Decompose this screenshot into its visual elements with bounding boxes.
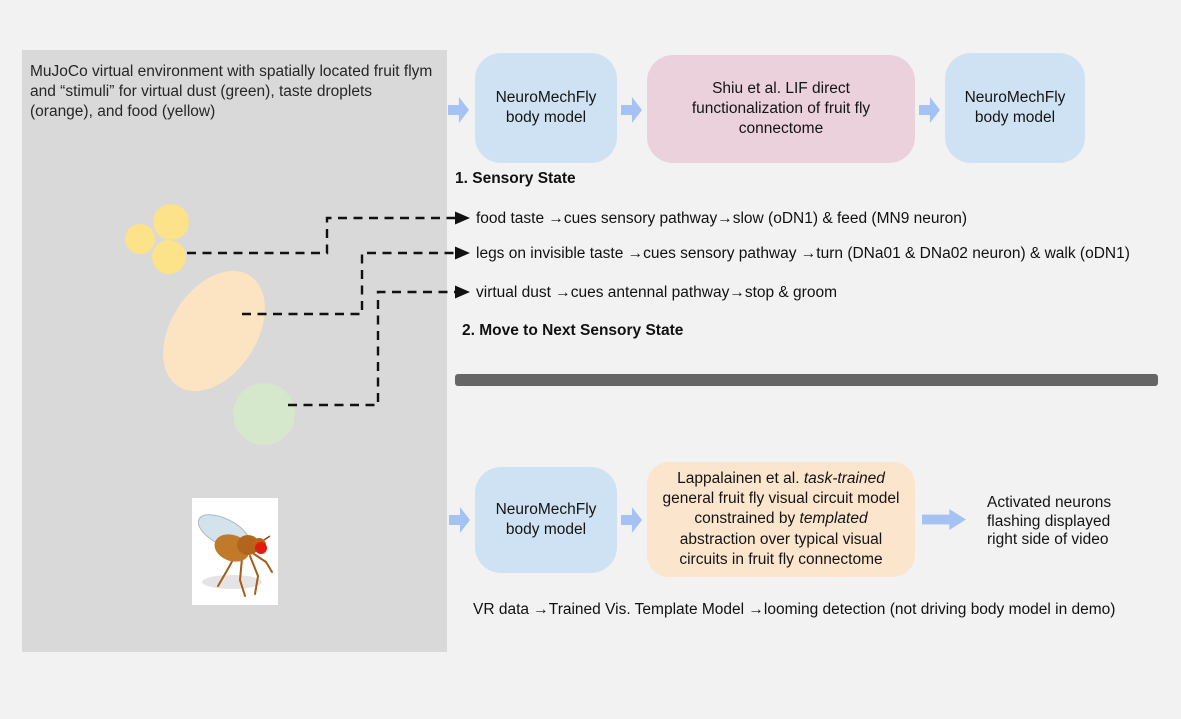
neuromechfly-box-bottom (475, 467, 617, 573)
neuromechfly-box-top-1 (475, 53, 617, 163)
flow-arrow-icon (922, 509, 966, 530)
visual-box-text: general fruit fly visual circuit model constrained by (662, 490, 900, 528)
flow-arrow-icon (621, 507, 642, 533)
bullet-legs-taste: legs on invisible taste →cues sensory pathway →turn (DNa01 & DNa02 neuron) & walk (oDN1) (476, 245, 1130, 262)
visual-box-italic: templated (799, 510, 868, 528)
neuromechfly-box-label: NeuroMechFly body model (495, 88, 597, 126)
fruit-fly-illustration-icon (192, 498, 278, 605)
visual-box-text: abstraction over typical visual circuits in fruit fly connectome (679, 530, 883, 568)
flow-arrow-icon (448, 97, 469, 123)
environment-description: MuJoCo virtual environment with spatially located fruit flym and “stimuli” for virtual dust (green), taste droplets (orange), and food (yellow) (30, 63, 433, 120)
activated-neurons-line: Activated neurons (987, 494, 1112, 511)
shiu-connectome-label: Shiu et al. LIF direct functionalization of fruit fly connectome (691, 79, 871, 138)
activated-neurons-line: flashing displayed (987, 512, 1111, 530)
visual-box-italic: task-trained (803, 470, 885, 488)
arrowhead-virtual-dust-icon (455, 286, 470, 299)
lappalainen-visual-circuit-label (659, 469, 903, 570)
bullet-virtual-dust: virtual dust →cues antennal pathway→stop & groom (476, 284, 837, 301)
section-divider-bar (455, 374, 1158, 386)
flow-arrow-icon (449, 507, 470, 533)
arrowhead-food-taste-icon (455, 212, 470, 225)
sensory-state-heading: 1. Sensory State (455, 170, 576, 187)
activated-neurons-note (987, 494, 1111, 550)
lappalainen-visual-circuit-box (647, 462, 915, 577)
bullet-food-taste: food taste →cues sensory pathway→slow (oDN1) & feed (MN9 neuron) (476, 210, 968, 227)
vr-data-pipeline-note: VR data →Trained Vis. Template Model →looming detection (not driving body model in demo) (473, 601, 1116, 618)
move-next-state-heading: 2. Move to Next Sensory State (462, 322, 684, 339)
neuromechfly-box-top-2 (945, 53, 1085, 163)
flow-arrow-icon (919, 97, 940, 123)
neuromechfly-box-label: NeuroMechFly body model (495, 500, 597, 538)
flow-arrow-icon (621, 97, 642, 123)
arrowhead-legs-taste-icon (455, 247, 470, 260)
neuromechfly-box-label: NeuroMechFly body model (964, 88, 1066, 126)
visual-box-text: Lappalainen et al. (677, 470, 804, 488)
activated-neurons-line: right side of video (987, 531, 1109, 548)
fruit-fly-image (192, 498, 278, 605)
shiu-connectome-box (647, 55, 915, 163)
